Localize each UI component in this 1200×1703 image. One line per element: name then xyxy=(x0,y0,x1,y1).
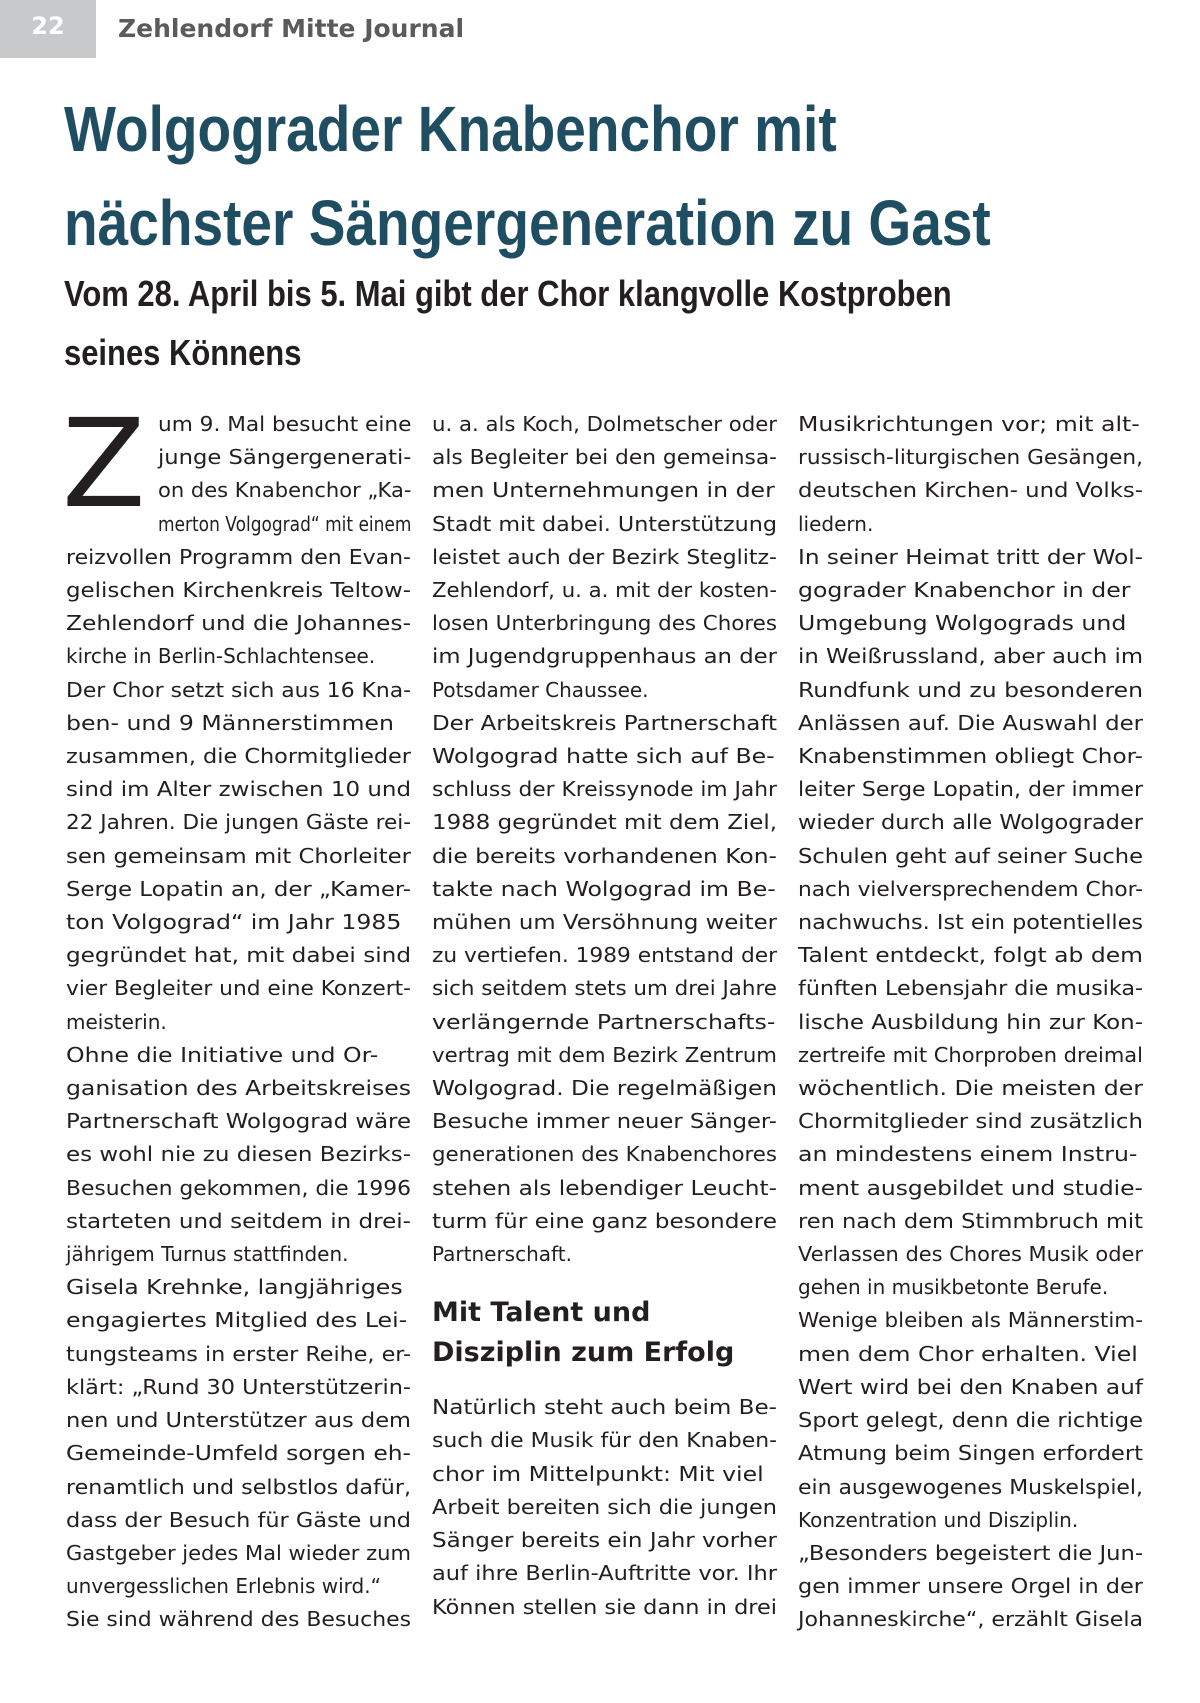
text-line xyxy=(432,508,777,541)
text-line-content: Besuche immer neuer Sänger- xyxy=(432,1109,777,1134)
text-line xyxy=(432,972,777,1005)
text-line xyxy=(432,1491,777,1524)
text-line-content: 1988 gegründet mit dem Ziel, xyxy=(432,810,777,835)
section-heading xyxy=(432,1293,777,1373)
text-line xyxy=(432,840,777,873)
text-line-content: vier Begleiter und eine Konzert- xyxy=(66,976,411,1001)
text-line xyxy=(798,1471,1143,1504)
text-line xyxy=(432,607,777,640)
text-line-content: auf ihre Berlin-Auftritte vor. Ihr xyxy=(432,1561,778,1586)
text-line-content: Der Arbeitskreis Partnerschaft xyxy=(432,710,778,735)
text-line xyxy=(432,1172,777,1205)
text-line-content: junge Sängergenerati- xyxy=(157,445,411,470)
text-line-content: „Besonders begeistert die Jun- xyxy=(798,1540,1144,1565)
text-line-content: verlängernde Partnerschafts- xyxy=(432,1009,776,1034)
text-line xyxy=(798,1304,1143,1337)
text-line-content: die bereits vorhandenen Kon- xyxy=(432,843,778,868)
drop-cap: Z xyxy=(62,393,146,535)
text-line-content: klärt: „Rund 30 Unterstützerin- xyxy=(66,1374,411,1399)
text-line-content: Rundfunk und zu besonderen xyxy=(798,677,1144,702)
text-line xyxy=(66,1537,411,1570)
text-line xyxy=(432,408,777,441)
text-line-content: deutschen Kirchen- und Volks- xyxy=(798,478,1143,503)
text-line xyxy=(798,541,1143,574)
text-line xyxy=(798,1172,1143,1205)
text-line xyxy=(432,1424,777,1457)
text-line-content: leistet auch der Bezirk Steglitz- xyxy=(432,544,778,569)
text-line xyxy=(798,408,1143,441)
text-line xyxy=(66,674,411,707)
text-line-content: Gemeinde-Umfeld sorgen eh- xyxy=(66,1441,412,1466)
text-column-2 xyxy=(432,408,777,1624)
article-body xyxy=(62,393,1144,1658)
text-line-content: fünften Lebensjahr die musika- xyxy=(798,976,1144,1001)
text-line xyxy=(432,740,777,773)
text-line xyxy=(66,1404,411,1437)
text-line-content: on des Knabenchor „Ka- xyxy=(157,478,412,503)
text-line xyxy=(432,1006,777,1039)
text-line xyxy=(432,1205,777,1238)
text-line-content: unvergesslichen Erlebnis wird.“ xyxy=(66,1574,381,1599)
text-line xyxy=(66,1371,411,1404)
text-column-3 xyxy=(798,408,1143,1637)
text-line-content: russisch-liturgischen Gesängen, xyxy=(798,445,1144,470)
text-line-content: generationen des Knabenchores xyxy=(432,1142,777,1167)
text-line xyxy=(798,1603,1143,1636)
text-line-content: meisterin. xyxy=(66,1009,167,1034)
text-line-content: wöchentlich. Die meisten der xyxy=(798,1076,1144,1101)
text-line-content: such die Musik für den Knaben- xyxy=(432,1428,778,1453)
text-line-content: gograder Knabenchor in der xyxy=(798,578,1131,603)
text-line-content: gehen in musikbetonte Berufe. xyxy=(798,1275,1109,1300)
text-line xyxy=(798,906,1143,939)
text-line-content: gen immer unsere Orgel in der xyxy=(798,1574,1144,1599)
text-line-content: ein ausgewogenes Muskelspiel, xyxy=(798,1474,1143,1499)
article-title-line-1: Wolgograder Knabenchor mit xyxy=(64,93,837,165)
text-line xyxy=(66,707,411,740)
text-line xyxy=(66,1437,411,1470)
text-line-content: ben- und 9 Männerstimmen xyxy=(66,710,394,735)
text-line xyxy=(66,806,411,839)
text-line xyxy=(432,1557,777,1590)
text-line-content: es wohl nie zu diesen Bezirks- xyxy=(66,1142,412,1167)
text-line xyxy=(66,773,411,806)
text-line-content: Umgebung Wolgograds und xyxy=(798,611,1127,636)
text-line-content: tungsteams in erster Reihe, er- xyxy=(66,1341,412,1366)
text-line-content: zu vertiefen. 1989 entstand der xyxy=(432,943,778,968)
text-line xyxy=(798,1437,1143,1470)
text-line-content: Der Chor setzt sich aus 16 Kna- xyxy=(66,677,412,702)
text-line-content: takte nach Wolgograd im Be- xyxy=(432,876,776,901)
text-line-content: vertrag mit dem Bezirk Zentrum xyxy=(432,1042,777,1067)
text-line xyxy=(798,640,1143,673)
text-line-content: Konzentration und Disziplin. xyxy=(798,1507,1079,1532)
text-line xyxy=(432,1524,777,1557)
column-1-lines xyxy=(66,408,411,1637)
text-line-content: Knabenstimmen obliegt Chor- xyxy=(798,744,1143,769)
text-line xyxy=(432,1591,777,1624)
text-line xyxy=(798,574,1143,607)
text-line-content: men dem Chor erhalten. Viel xyxy=(798,1341,1138,1366)
text-line xyxy=(798,474,1143,507)
text-line-content: Partnerschaft. xyxy=(432,1242,572,1267)
text-line xyxy=(66,541,411,574)
text-line-content: Verlassen des Chores Musik oder xyxy=(798,1242,1144,1267)
text-line-content: als Begleiter bei den gemeinsa- xyxy=(432,445,777,470)
text-line xyxy=(66,1205,411,1238)
text-line xyxy=(66,1271,411,1304)
text-line xyxy=(66,873,411,906)
text-line xyxy=(432,707,777,740)
text-line-content: merton Volgograd“ mit einem xyxy=(157,511,412,536)
article-title-line-2: nächster Sängergeneration zu Gast xyxy=(64,187,991,259)
text-line-content: u. a. als Koch, Dolmetscher oder xyxy=(432,412,778,436)
text-line-content: sind im Alter zwischen 10 und xyxy=(66,777,412,802)
text-line xyxy=(798,1238,1143,1271)
text-line xyxy=(66,1172,411,1205)
article-subtitle xyxy=(64,264,1096,382)
text-line xyxy=(798,840,1143,873)
column-3-lines xyxy=(798,408,1143,1637)
article-title xyxy=(64,82,993,270)
text-line xyxy=(798,773,1143,806)
text-line-content: Sie sind während des Besuches xyxy=(66,1607,411,1632)
text-line xyxy=(798,806,1143,839)
text-line-content: Wert wird bei den Knaben auf xyxy=(798,1374,1143,1399)
text-line-content: Partnerschaft Wolgograd wäre xyxy=(66,1109,412,1134)
text-line xyxy=(798,740,1143,773)
text-line-content: turm für eine ganz besondere xyxy=(432,1208,777,1233)
text-line-content: Gastgeber jedes Mal wieder zum xyxy=(66,1540,411,1565)
text-line xyxy=(798,972,1143,1005)
text-line xyxy=(66,574,411,607)
text-line-content: reizvollen Programm den Evan- xyxy=(66,544,411,569)
text-line-content: nen und Unterstützer aus dem xyxy=(66,1408,411,1433)
text-line-content: losen Unterbringung des Chores xyxy=(432,611,777,636)
text-line-content: Wolgograd. Die regelmäßigen xyxy=(432,1076,778,1101)
text-line xyxy=(432,806,777,839)
text-line xyxy=(66,1039,411,1072)
text-line-content: ganisation des Arbeitskreises xyxy=(66,1076,411,1101)
section-heading-line-1: Mit Talent und xyxy=(432,1297,651,1329)
text-line-content: wieder durch alle Wolgograder xyxy=(798,810,1144,835)
text-line-content: Johanneskirche“, erzählt Gisela xyxy=(798,1607,1144,1632)
text-line xyxy=(432,1039,777,1072)
text-line xyxy=(798,508,1143,541)
text-line xyxy=(432,574,777,607)
text-line xyxy=(66,906,411,939)
text-line xyxy=(432,1458,777,1491)
text-line xyxy=(798,1072,1143,1105)
text-line-content: gelischen Kirchenkreis Teltow- xyxy=(66,578,412,603)
text-line xyxy=(798,1404,1143,1437)
text-line xyxy=(798,1271,1143,1304)
text-line xyxy=(432,1138,777,1171)
text-line-content: jährigem Turnus stattfinden. xyxy=(66,1242,349,1267)
text-line-content: 22 Jahren. Die jungen Gäste rei- xyxy=(66,810,412,835)
text-line xyxy=(798,707,1143,740)
text-line xyxy=(432,541,777,574)
text-line-content: Gisela Krehnke, langjähriges xyxy=(66,1275,403,1300)
text-line xyxy=(432,1072,777,1105)
text-line-content: renamtlich und selbstlos dafür, xyxy=(66,1474,412,1499)
text-line-content: engagiertes Mitglied des Lei- xyxy=(66,1308,408,1333)
text-line xyxy=(798,1371,1143,1404)
text-line-content: Besuchen gekommen, die 1996 xyxy=(66,1175,412,1200)
column-2-lines-bottom xyxy=(432,1391,777,1623)
text-line-content: nach vielversprechendem Chor- xyxy=(798,876,1143,901)
text-line-content: ren nach dem Stimmbruch mit xyxy=(798,1208,1144,1233)
text-line xyxy=(66,1504,411,1537)
text-line xyxy=(798,441,1143,474)
text-line xyxy=(798,1338,1143,1371)
text-line-content: Musikrichtungen vor; mit alt- xyxy=(798,412,1140,436)
text-line xyxy=(66,640,411,673)
text-line xyxy=(798,1504,1143,1537)
text-line-content: Arbeit bereiten sich die jungen xyxy=(432,1494,777,1519)
text-line xyxy=(798,1570,1143,1603)
text-line-content: ton Volgograd“ im Jahr 1985 xyxy=(66,910,402,935)
text-line xyxy=(66,840,411,873)
text-line xyxy=(66,1603,411,1636)
text-line xyxy=(66,1138,411,1171)
text-line xyxy=(432,873,777,906)
text-line-content: Können stellen sie dann in drei xyxy=(432,1594,778,1619)
text-line xyxy=(66,1338,411,1371)
text-line xyxy=(66,1072,411,1105)
text-line-content: an mindestens einem Instru- xyxy=(798,1142,1138,1167)
text-line xyxy=(66,972,411,1005)
text-line xyxy=(66,1471,411,1504)
text-line xyxy=(798,939,1143,972)
text-line-content: dass der Besuch für Gäste und xyxy=(66,1507,412,1532)
text-line-content: um 9. Mal besucht eine xyxy=(157,412,412,436)
text-line-content: Sänger bereits ein Jahr vorher xyxy=(432,1528,778,1553)
text-line xyxy=(798,1537,1143,1570)
page-number: 22 xyxy=(0,0,96,58)
text-line xyxy=(798,1039,1143,1072)
text-line-content: schluss der Kreissynode im Jahr xyxy=(432,777,777,802)
text-line xyxy=(432,773,777,806)
text-line xyxy=(432,474,777,507)
text-line xyxy=(798,1138,1143,1171)
text-line-content: sich seitdem stets um drei Jahre xyxy=(432,976,777,1001)
text-line-content: men Unternehmungen in der xyxy=(432,478,775,503)
article-subtitle-line-1: Vom 28. April bis 5. Mai gibt der Chor klangvolle Kostproben xyxy=(64,273,952,314)
section-heading-line-2: Disziplin zum Erfolg xyxy=(432,1337,735,1369)
text-line xyxy=(66,1570,411,1603)
text-line xyxy=(432,674,777,707)
text-line xyxy=(432,939,777,972)
text-line-content: Chormitglieder sind zusätzlich xyxy=(798,1109,1143,1134)
text-line-content: gegründet hat, mit dabei sind xyxy=(66,943,412,968)
text-line xyxy=(432,1105,777,1138)
text-line-content: mühen um Versöhnung weiter xyxy=(432,910,778,935)
text-line-content: Sport gelegt, denn die richtige xyxy=(798,1408,1144,1433)
text-line-content: Anlässen auf. Die Auswahl der xyxy=(798,710,1143,735)
text-line-content: Talent entdeckt, folgt ab dem xyxy=(798,943,1144,968)
text-line xyxy=(66,1006,411,1039)
text-line xyxy=(798,1006,1143,1039)
text-line xyxy=(66,1304,411,1337)
text-line-content: Ohne die Initiative und Or- xyxy=(66,1042,379,1067)
text-line-content: zertreife mit Chorproben dreimal xyxy=(798,1042,1143,1067)
text-line xyxy=(432,441,777,474)
text-line xyxy=(798,1205,1143,1238)
text-line-content: liedern. xyxy=(798,511,874,536)
text-line xyxy=(66,607,411,640)
text-line-content: chor im Mittelpunkt: Mit viel xyxy=(432,1461,764,1486)
text-line xyxy=(66,740,411,773)
text-line-content: im Jugendgruppenhaus an der xyxy=(432,644,778,669)
text-line xyxy=(798,607,1143,640)
text-line xyxy=(432,1238,777,1271)
text-line-content: Wenige bleiben als Männerstim- xyxy=(798,1308,1143,1333)
text-line-content: zusammen, die Chormitglieder xyxy=(66,744,411,769)
text-line xyxy=(798,1105,1143,1138)
text-line-content: lische Ausbildung hin zur Kon- xyxy=(798,1009,1143,1034)
text-line xyxy=(66,1238,411,1271)
text-line xyxy=(432,906,777,939)
text-line xyxy=(798,674,1143,707)
text-line-content: Zehlendorf, u. a. mit der kosten- xyxy=(432,578,777,603)
text-line-content: Zehlendorf und die Johannes- xyxy=(66,611,412,636)
text-line xyxy=(432,1391,777,1424)
article-subtitle-line-2: seines Könnens xyxy=(64,332,302,373)
text-line-content: starteten und seitdem in drei- xyxy=(66,1208,412,1233)
text-line-content: Potsdamer Chaussee. xyxy=(432,677,649,702)
text-line-content: Stadt mit dabei. Unterstützung xyxy=(432,511,777,536)
text-line-content: leiter Serge Lopatin, der immer xyxy=(798,777,1144,802)
text-line-content: Serge Lopatin an, der „Kamer- xyxy=(66,876,412,901)
journal-name: Zehlendorf Mitte Journal xyxy=(118,14,465,43)
text-line-content: Natürlich steht auch beim Be- xyxy=(432,1395,777,1420)
text-line xyxy=(66,939,411,972)
text-column-1 xyxy=(62,393,412,1637)
text-line-content: stehen als lebendiger Leucht- xyxy=(432,1175,777,1200)
text-line-content: sen gemeinsam mit Chorleiter xyxy=(66,843,411,868)
text-line-content: nachwuchs. Ist ein potentielles xyxy=(798,910,1143,935)
text-line-content: ment ausgebildet und studie- xyxy=(798,1175,1143,1200)
text-line-content: in Weißrussland, aber auch im xyxy=(798,644,1143,669)
text-line-content: kirche in Berlin-Schlachtensee. xyxy=(66,644,376,669)
text-line-content: Atmung beim Singen erfordert xyxy=(798,1441,1144,1466)
text-line-content: In seiner Heimat tritt der Wol- xyxy=(798,544,1143,569)
column-2-lines-top xyxy=(432,408,777,1271)
text-line-content: Schulen geht auf seiner Suche xyxy=(798,843,1144,868)
text-line xyxy=(798,873,1143,906)
text-line xyxy=(432,640,777,673)
text-line-content: Wolgograd hatte sich auf Be- xyxy=(432,744,775,769)
text-line xyxy=(66,1105,411,1138)
